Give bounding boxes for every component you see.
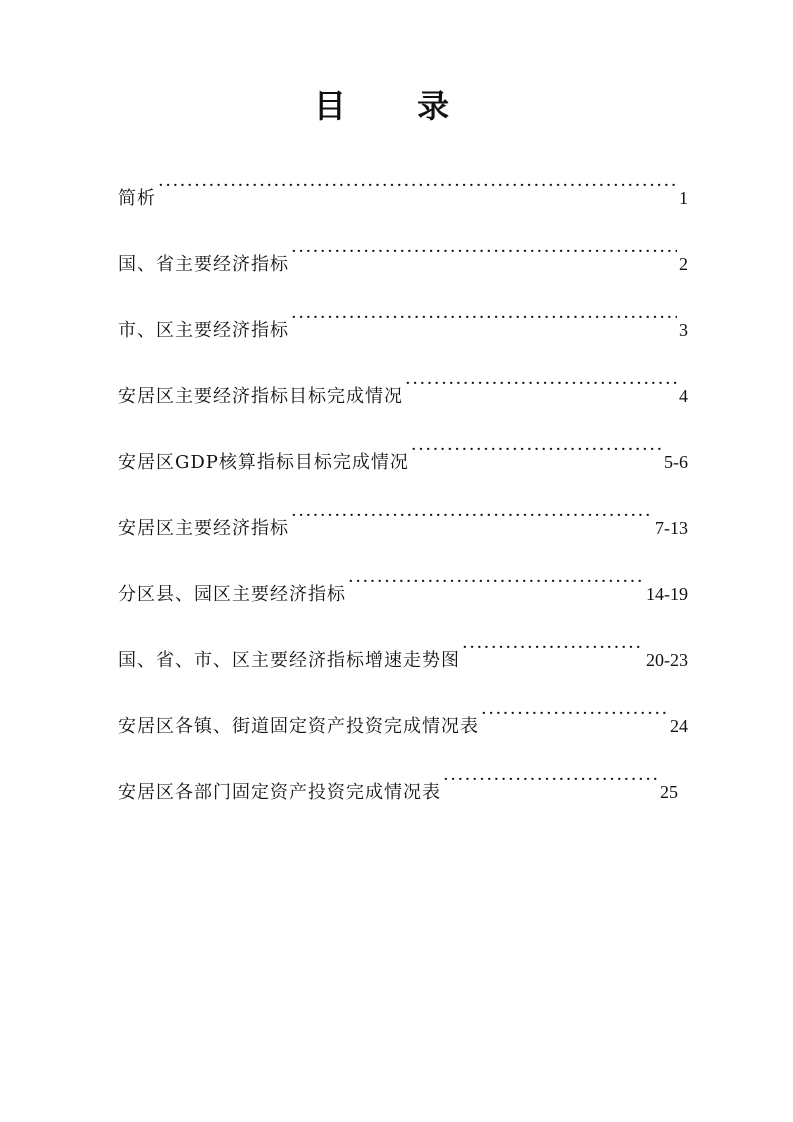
toc-page-number: 1 <box>679 188 688 208</box>
toc-entry-label: 国、省、市、区主要经济指标增速走势图 <box>118 650 460 671</box>
toc-leader-dots <box>481 696 668 732</box>
toc-entry-label: 分区县、园区主要经济指标 <box>118 584 346 605</box>
toc-leader-dots <box>348 564 644 600</box>
toc-leader-dots <box>462 630 644 666</box>
toc-entry[interactable] <box>118 234 688 300</box>
toc-entry[interactable] <box>118 564 688 630</box>
toc-entry[interactable] <box>118 630 688 696</box>
toc-entry[interactable] <box>118 366 688 432</box>
toc-leader-dots <box>443 762 658 798</box>
toc-entry-label: 安居区主要经济指标 <box>118 518 289 539</box>
toc-page-number: 2 <box>679 254 688 274</box>
toc-leader-dots <box>405 366 677 402</box>
page-title: 目 录 <box>313 87 480 125</box>
toc-leader-dots <box>291 498 653 534</box>
toc-entry-label: 市、区主要经济指标 <box>118 320 289 341</box>
toc-page-number: 5-6 <box>664 452 688 472</box>
toc-page-number: 4 <box>679 386 688 406</box>
toc-page-number: 14-19 <box>646 584 688 604</box>
toc-entry-label: 国、省主要经济指标 <box>118 254 289 275</box>
toc-entry-label: 安居区GDP核算指标目标完成情况 <box>118 452 409 473</box>
toc-leader-dots <box>158 168 677 204</box>
toc-entry-label: 简析 <box>118 188 156 209</box>
toc-entry[interactable] <box>118 696 688 762</box>
toc-entry[interactable] <box>118 168 688 234</box>
toc-page-number: 7-13 <box>655 518 688 538</box>
toc-leader-dots <box>291 234 677 270</box>
toc-leader-dots <box>291 300 677 336</box>
toc-page-number: 25 <box>660 782 678 802</box>
toc-page-number: 3 <box>679 320 688 340</box>
toc-entry[interactable] <box>118 498 688 564</box>
toc-entry[interactable] <box>118 432 688 498</box>
toc-leader-dots <box>411 432 662 468</box>
toc-page-number: 20-23 <box>646 650 688 670</box>
toc-entry-label: 安居区各部门固定资产投资完成情况表 <box>118 782 441 803</box>
table-of-contents <box>118 168 688 828</box>
toc-entry[interactable] <box>118 300 688 366</box>
toc-entry-label: 安居区各镇、街道固定资产投资完成情况表 <box>118 716 479 737</box>
toc-entry-label: 安居区主要经济指标目标完成情况 <box>118 386 403 407</box>
toc-page-number: 24 <box>670 716 688 736</box>
toc-entry[interactable] <box>118 762 678 828</box>
